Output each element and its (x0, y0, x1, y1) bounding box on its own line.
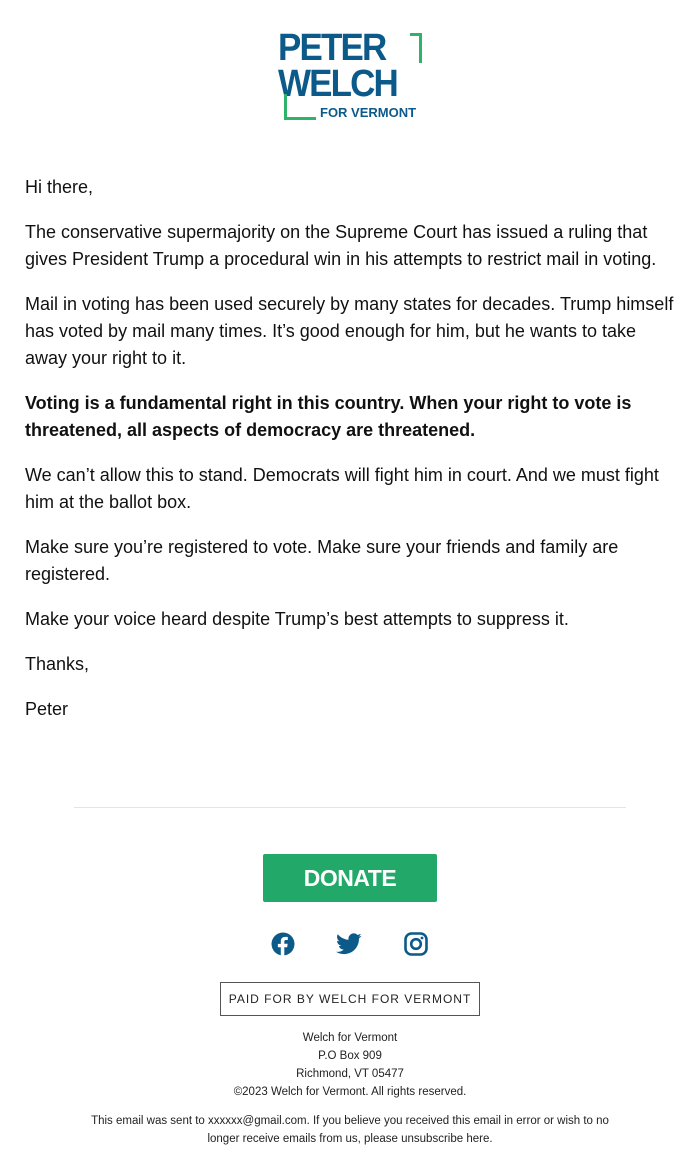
body-paragraph: Make your voice heard despite Trump’s best attempts to suppress it. (25, 609, 569, 629)
address-org: Welch for Vermont (302, 1032, 398, 1044)
greeting: Hi there, (25, 177, 94, 197)
mailing-address (0, 1029, 700, 1101)
twitter-icon[interactable] (336, 931, 362, 957)
body-paragraph: The conservative supermajority on the Supreme Court has issued a ruling that gives President Trump a procedural win in his attempts to restrict mail in voting. (25, 222, 657, 269)
emphasis-paragraph: Voting is a fundamental right in this country. When your right to vote is threatened, all aspects of democracy are threatened. (25, 393, 632, 440)
campaign-logo[interactable] (278, 27, 426, 122)
unsubscribe-note[interactable]: This email was sent to xxxxxx@gmail.com. If you believe you received this email in error or wish to no longer receive emails from us, please unsubscribe here. (91, 1115, 609, 1145)
logo-text-welch: WELCH (278, 63, 397, 105)
copyright: ©2023 Welch for Vermont. All rights reserved. (233, 1086, 467, 1098)
signoff: Thanks, (25, 654, 90, 674)
footer-divider (74, 807, 626, 808)
donate-button[interactable]: DONATE (263, 854, 437, 902)
paid-for-disclaimer: PAID FOR BY WELCH FOR VERMONT (220, 982, 480, 1016)
signature: Peter (25, 699, 69, 719)
social-links (0, 931, 700, 959)
logo-text-for-vermont: FOR VERMONT (320, 105, 417, 120)
logo-text-peter: PETER (278, 27, 386, 69)
instagram-icon[interactable] (403, 931, 429, 957)
address-po-box: P.O Box 909 (318, 1050, 382, 1062)
facebook-icon[interactable] (270, 931, 296, 957)
body-paragraph: Mail in voting has been used securely by many states for decades. Trump himself has voted by mail many times. It’s good enough for him, but he wants to take away your right to it. (25, 294, 674, 368)
address-city: Richmond, VT 05477 (296, 1068, 404, 1080)
body-paragraph: Make sure you’re registered to vote. Make sure your friends and family are registered. (25, 537, 619, 584)
logo-bracket-bottom (284, 94, 316, 120)
logo-bracket-top (410, 33, 422, 63)
email-body (25, 174, 680, 741)
body-paragraph: We can’t allow this to stand. Democrats will fight him in court. And we must fight him at the ballot box. (25, 465, 659, 512)
